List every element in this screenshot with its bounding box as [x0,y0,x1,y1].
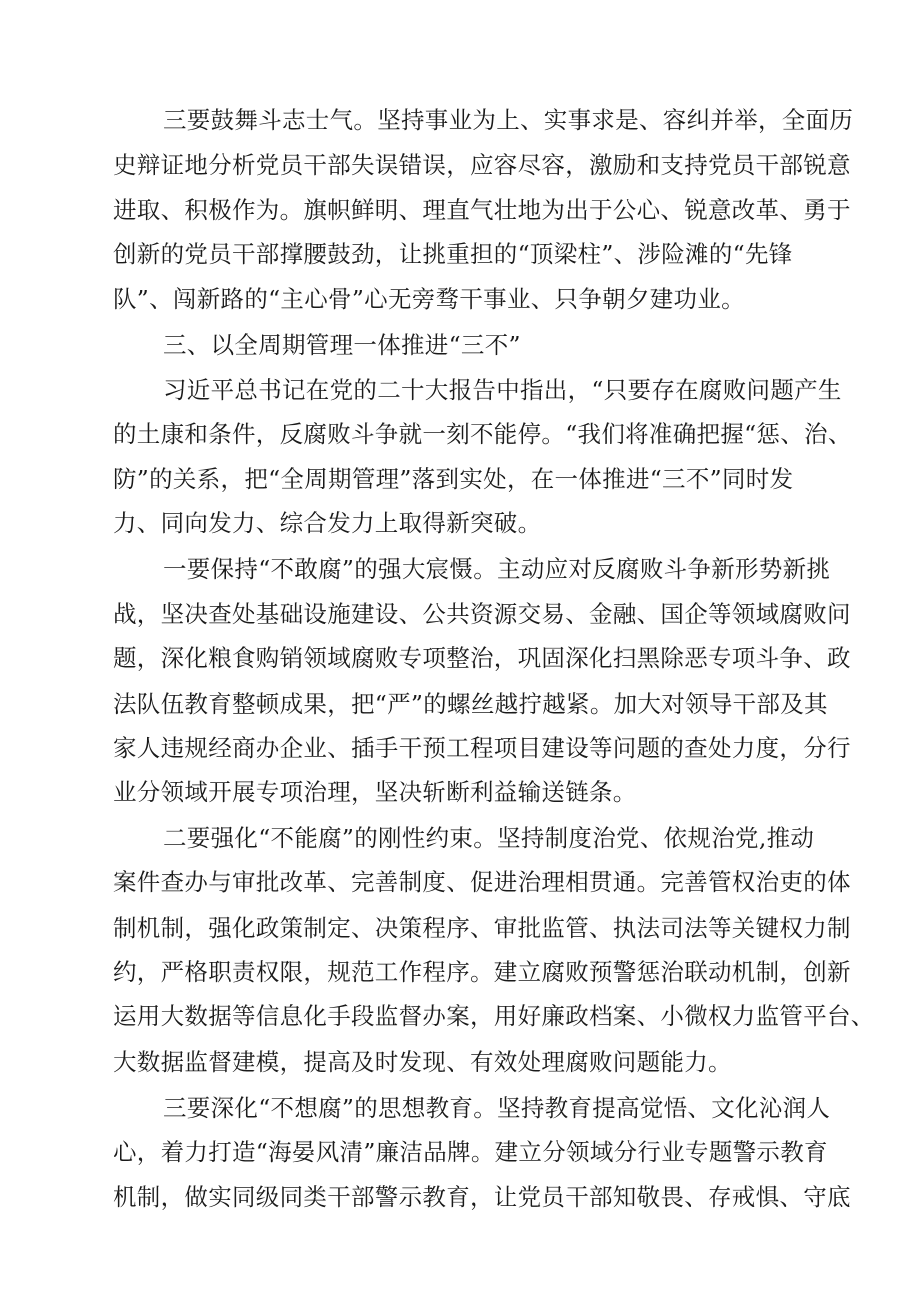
text-line: 法队伍教育整顿成果，把“严”的螺丝越拧越紧。加大对领导干部及其 [113,690,828,718]
text-line: 心，着力打造“海晏风清”廉洁品牌。建立分领域分行业专题警示教育 [113,1138,828,1166]
text-line: 题，深化粮食购销领域腐败专项整治，巩固深化扫黑除恶专项斗争、政 [113,644,851,672]
text-line: 运用大数据等信息化手段监督办案，用好廉政档案、小微权力监管平台、 [113,1002,875,1030]
text-line: 三要深化“不想腐”的思想教育。坚持教育提高觉悟、文化沁润人 [163,1094,831,1122]
text-line: 进取、积极作为。旗帜鲜明、理直气壮地为出于公心、锐意改革、勇于 [113,196,851,224]
text-line: 制机制，强化政策制定、决策程序、审批监管、执法司法等关键权力制 [113,914,851,942]
text-line: 三要鼓舞斗志士气。坚持事业为上、实事求是、容纠并举，全面历 [163,106,854,134]
text-line: 防”的关系，把“全周期管理”落到实处，在一体推进“三不”同时发 [113,465,794,493]
text-line: 力、同向发力、综合发力上取得新突破。 [113,509,542,537]
text-line: 机制，做实同级同类干部警示教育，让党员干部知敬畏、存戒惧、守底 [113,1183,851,1211]
text-line: 史辩证地分析党员干部失误错误，应容尽容，激励和支持党员干部锐意 [113,151,851,179]
text-line: 战，坚决查处基础设施建设、公共资源交易、金融、国企等领域腐败问 [113,600,851,628]
text-line: 一要保持“不敢腐”的强大宸慑。主动应对反腐败斗争新形势新挑 [163,555,831,583]
text-line: 二要强化“不能腐”的刚性约束。坚持制度治党、依规治党,推动 [163,824,815,852]
text-line: 创新的党员干部撑腰鼓劲，让挑重担的“顶梁柱”、涉险滩的“先锋 [113,240,793,268]
text-line: 习近平总书记在党的二十大报告中指出，“只要存在腐败问题产生 [163,376,842,404]
text-line: 约，严格职责权限，规范工作程序。建立腐败预警惩治联动机制，创新 [113,958,851,986]
section-heading: 三、以全周期管理一体推进“三不” [163,331,521,359]
text-line: 家人违规经商办企业、插手干预工程项目建设等问题的查处力度，分行 [113,734,851,762]
text-line: 业分领域开展专项治理，坚决斩断利益输送链条。 [113,778,637,806]
text-line: 大数据监督建模，提高及时发现、有效处理腐败问题能力。 [113,1048,732,1076]
text-line: 案件查办与审批改革、完善制度、促进治理相贯通。完善管权治吏的体 [113,868,851,896]
text-line: 的土康和条件，反腐败斗争就一刻不能停。“我们将准确把握“惩、治、 [113,420,852,448]
text-line: 队”、闯新路的“主心骨”心无旁骛干事业、只争朝夕建功业。 [113,285,745,313]
